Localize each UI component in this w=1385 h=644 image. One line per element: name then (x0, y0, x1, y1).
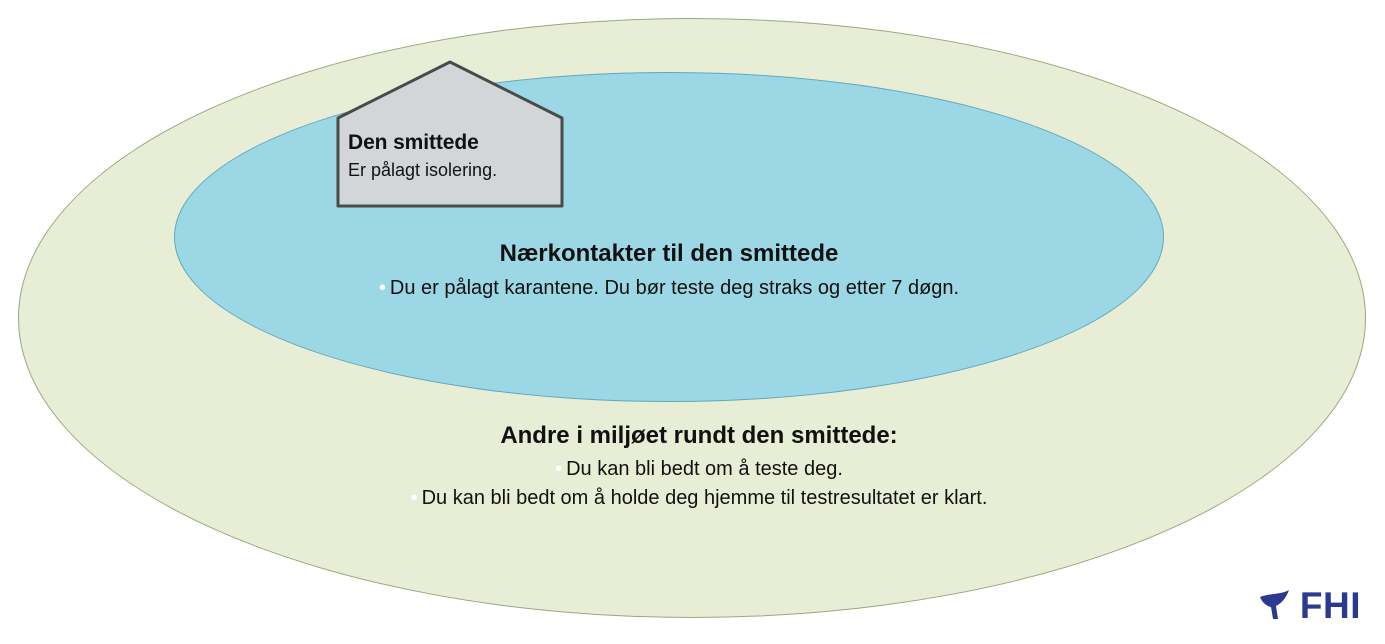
bird-icon (1256, 586, 1296, 624)
list-item-label: Du er pålagt karantene. Du bør teste deg straks og etter 7 døgn. (389, 277, 960, 300)
inner-ellipse-close-contacts (174, 72, 1164, 402)
list-item (174, 455, 1224, 484)
house-subtitle: Er pålagt isolering. (348, 160, 498, 181)
house-title: Den smittede (348, 131, 479, 154)
inner-zone-title: Nærkontakter til den smittede (499, 240, 839, 267)
list-item-label: Du kan bli bedt om å teste deg. (566, 458, 843, 481)
list-item (174, 275, 1164, 302)
outer-zone-bullet-list (174, 455, 1224, 513)
bullet-icon: • (410, 487, 418, 510)
bullet-icon: • (555, 458, 563, 481)
fhi-logo (1256, 586, 1361, 624)
list-item-label: Du kan bli bedt om å holde deg hjemme til testresultatet er klart. (421, 487, 988, 510)
inner-zone-text-block (174, 238, 1164, 302)
outer-zone-title: Andre i miljøet rundt den smittede: (500, 422, 898, 449)
inner-zone-bullet-list (174, 275, 1164, 302)
fhi-logo-text: FHI (1299, 584, 1361, 626)
house-shape-infected-person (334, 58, 566, 210)
bullet-icon: • (378, 277, 386, 300)
outer-zone-text-block (174, 420, 1224, 513)
list-item (174, 484, 1224, 513)
house-text-block (334, 58, 566, 210)
